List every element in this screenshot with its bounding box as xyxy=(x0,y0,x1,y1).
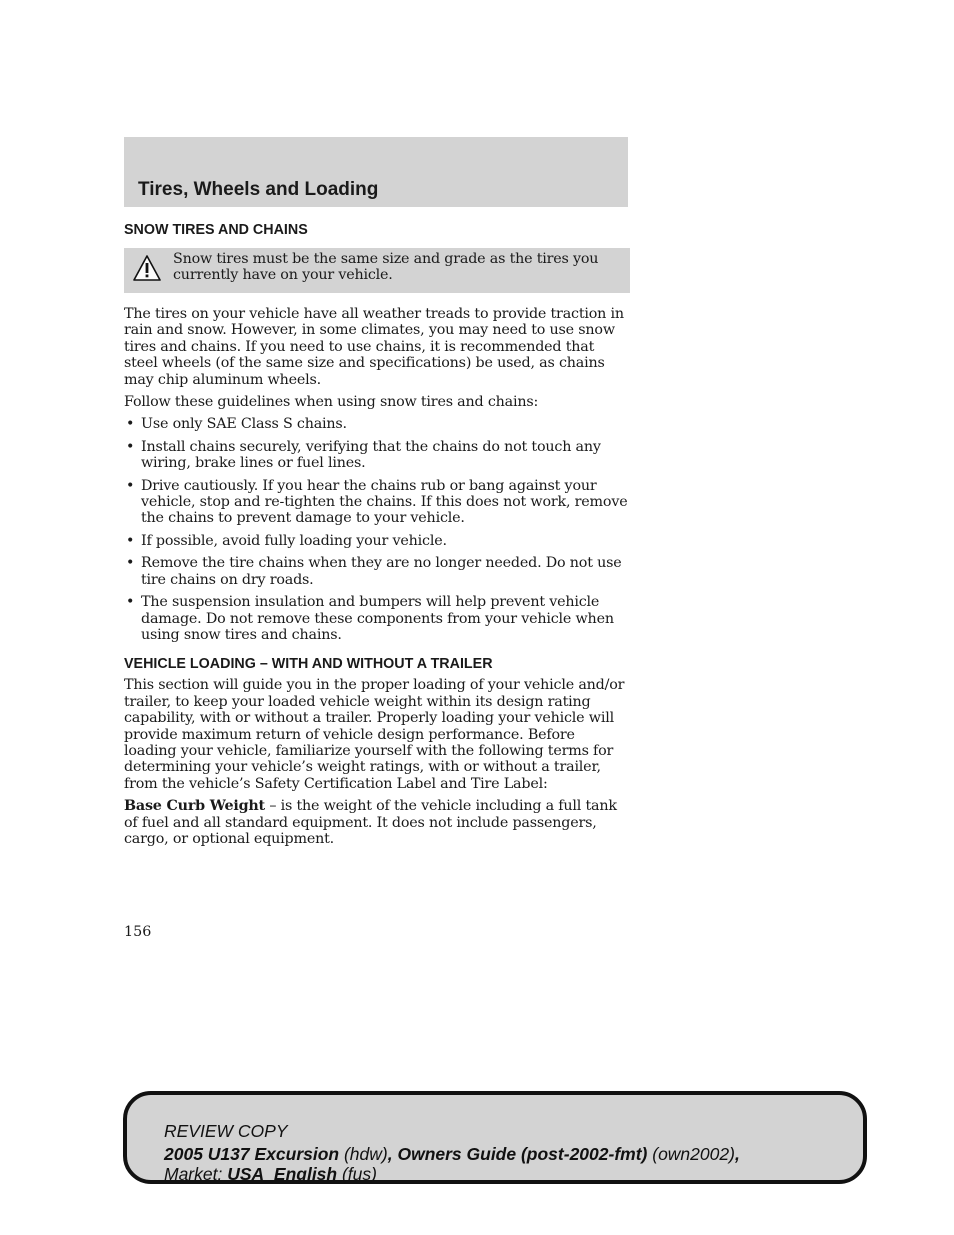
bullet-icon: • xyxy=(126,532,135,549)
page-title: Tires, Wheels and Loading xyxy=(138,179,379,200)
separator: , xyxy=(387,1144,398,1164)
bullet-icon: • xyxy=(126,438,135,455)
list-item-text: Use only SAE Class S chains. xyxy=(141,416,347,433)
main-content xyxy=(124,221,630,853)
list-item xyxy=(124,594,630,643)
separator: , xyxy=(734,1144,740,1164)
warning-triangle-icon xyxy=(133,255,161,281)
vehicle-loading-heading: VEHICLE LOADING – WITH AND WITHOUT A TRAILER xyxy=(124,656,493,673)
list-item-text: Remove the tire chains when they are no longer needed. Do not use tire chains on dry roads. xyxy=(141,555,622,588)
bullet-icon: • xyxy=(126,477,135,494)
market-value: USA_English xyxy=(227,1164,338,1184)
list-item-text: If possible, avoid fully loading your vehicle. xyxy=(141,532,447,549)
list-item xyxy=(124,416,630,432)
bullet-icon: • xyxy=(126,555,135,572)
list-item xyxy=(124,439,630,472)
page-number: 156 xyxy=(124,924,152,940)
bullet-icon: • xyxy=(126,594,135,611)
review-copy-footer xyxy=(123,1091,867,1184)
term-definition: – is the weight of the vehicle including a full tank of fuel and all standard equipment. It does not include passengers, cargo, or optional equipment. xyxy=(124,798,617,847)
market-line xyxy=(164,1164,377,1184)
list-item-text: The suspension insulation and bumpers will help prevent vehicle damage. Do not remove these components from your vehicle when using snow tires and chains. xyxy=(141,594,614,643)
market-code: (fus) xyxy=(337,1164,377,1184)
warning-box xyxy=(124,248,630,293)
guide-name: Owners Guide (post-2002-fmt) xyxy=(397,1144,648,1164)
term-label: Base Curb Weight xyxy=(124,798,265,815)
section-header-band xyxy=(124,137,628,207)
warning-text: Snow tires must be the same size and grade as the tires you currently have on your vehicle. xyxy=(173,251,599,284)
loading-paragraph: This section will guide you in the proper loading of your vehicle and/or trailer, to keep your loaded vehicle weight within its design rating capability, with or without a trailer. Properly loading your vehicle will provide maximum return of vehicle design performance. Before loading your vehicle, familiarize yourself with the following terms for determining your vehicle’s weight ratings, with or without a trailer, from the vehicle’s Safety Certification Label and Tire Label: xyxy=(124,677,625,792)
snow-tires-heading: SNOW TIRES AND CHAINS xyxy=(124,222,308,238)
model-name: 2005 U137 Excursion xyxy=(164,1144,340,1164)
bullet-icon: • xyxy=(126,416,135,433)
list-item xyxy=(124,555,630,588)
model-code: (hdw) xyxy=(339,1144,388,1164)
list-item-text: Drive cautiously. If you hear the chains rub or bang against your vehicle, stop and re-tighten the chains. If this does not work, remove the chains to prevent damage to your vehicle. xyxy=(141,477,628,527)
market-label: Market: xyxy=(164,1164,228,1184)
guidelines-list xyxy=(124,416,630,643)
list-item xyxy=(124,533,630,549)
list-item xyxy=(124,478,630,527)
base-curb-weight-definition xyxy=(124,798,630,847)
document-info-line xyxy=(164,1144,740,1164)
guide-code: (own2002) xyxy=(647,1144,735,1164)
list-item-text: Install chains securely, verifying that the chains do not touch any wiring, brake lines or fuel lines. xyxy=(141,438,601,472)
snow-paragraph: The tires on your vehicle have all weather treads to provide traction in rain and snow. However, in some climates, you may need to use snow tires and chains. If you need to use chains, it is recommended that steel wheels (of the same size and specifications) be used, as chains may chip aluminum wheels. xyxy=(124,306,624,388)
review-copy-label: REVIEW COPY xyxy=(164,1121,288,1141)
guidelines-intro: Follow these guidelines when using snow tires and chains: xyxy=(124,394,539,411)
